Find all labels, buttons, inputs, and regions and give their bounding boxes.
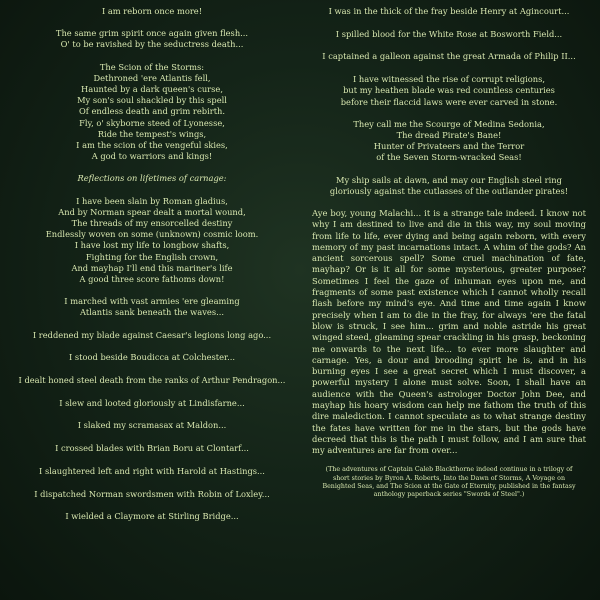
battle-line: I slew and looted gloriously at Lindisfarne... [59,397,245,408]
verse-line: before their flaccid laws were ever carved in stone. [340,96,558,107]
battle-line: I dispatched Norman swordsmen with Robin of Loxley... [34,488,270,499]
verse-line: I have been slain by Roman gladius, [76,195,228,206]
stanza [14,196,290,286]
section-heading: Reflections on lifetimes of carnage: [77,173,227,184]
verse-line: I marched with vast armies 'ere gleaming [64,296,240,307]
battle-line: I spilled blood for the White Rose at Bosworth Field... [335,28,563,39]
battle-line: I dealt honed steel death from the ranks of Arthur Pendragon... [18,375,286,386]
verse-line: Hunter of Privateers and the Terror [373,141,525,152]
right-column [300,6,586,600]
verse-line: Haunted by a dark queen's curse, [81,84,223,95]
verse-line: The Scion of the Storms: [99,61,205,72]
battle-line: I stood beside Boudicca at Colchester... [69,352,235,363]
right-verse-block [312,74,586,197]
stanza [14,28,290,50]
battle-line: I was in the thick of the fray beside Henry at Agincourt... [328,6,570,16]
verse-line: My son's soul shackled by this spell [77,95,227,106]
footnote: (The adventures of Captain Caleb Blackthorne indeed continue in a trilogy of short stories by Byron A. Roberts, Into the Dawn of Storms, A Voyage on Benighted Seas, and The Scion at the Gate of Eternity, published in the fantasy anthology paperback series "Swords of Steel".) [322,466,576,499]
verse-line: I have lost my life to longbow shafts, [74,240,230,251]
verse-line: Endlessly woven on some (unknown) cosmic loom. [45,229,259,240]
verse-line: Fly, o' skyborne steed of Lyonesse, [79,117,225,128]
verse-line: Of endless death and grim rebirth. [78,106,226,117]
battle-line: I reddened my blade against Caesar's legions long ago... [32,329,272,340]
left-verse-block [14,6,290,162]
verse-line: I am reborn once more! [101,6,203,16]
verse-line: A god to warriors and kings! [91,151,213,162]
verse-line: The same grim spirit once again given flesh... [55,28,249,39]
left-battle-lines [14,330,290,523]
verse-line: of the Seven Storm-wracked Seas! [376,152,522,163]
battle-line: I slaughtered left and right with Harold at Hastings... [39,465,265,476]
battle-line: I wielded a Claymore at Stirling Bridge... [65,511,239,522]
verse-line: The threads of my ensorcelled destiny [71,218,233,229]
prose-paragraph: Aye boy, young Malachi... it is a strange tale indeed. I know not why I am destined to live and die in this way, my soul moving from life to life, ever dying and being again reborn, with every memory of my past incarnations intact. A whim of the gods? An ancient sorcerous spell? Some cruel machination of fate, mayhap? Or is it all for some mysterious, greater purpose? Sometimes I feel the gaze of inhuman eyes upon me, and fragments of some past existence which I cannot wholly recall flash before my mind's eye. And time and time again I know precisely when I am to die in the fray, for always 'ere the fatal blow is struck, I see him... grim and noble astride his great winged steed, gleaming spear crackling in his grasp, beckoning me onwards to the next life... to ever more slaughter and carnage. Yes, a dour and brooding spirit he is, and in his burning eyes I see a great secret which I must discover, a powerful mystery I alone must solve. Soon, I shall have an audience with the Queen's astrologer Doctor John Dee, and mayhap his hoary wisdom can help me fathom the truth of this dire malediction. I cannot speculate as to what strange destiny the fates have written for me in the stars, but the gods have decreed that this is the path I must follow, and I am sure that my adventures are far from over... [312,207,586,456]
verse-line: A good three score fathoms down! [79,274,225,285]
verse-line: Fighting for the English crown, [85,251,219,262]
stanza [14,296,290,318]
verse-line: gloriously against the cutlasses of the outlander pirates! [329,185,569,196]
stanza [312,74,586,108]
right-battle-lines [312,6,586,63]
stanza [312,119,586,164]
left-column [14,6,300,600]
battle-line: I crossed blades with Brian Boru at Clontarf... [55,443,249,454]
stanza [14,6,290,17]
verse-line: O' to be ravished by the seductress death... [60,39,244,50]
verse-line: Atlantis sank beneath the waves... [80,307,224,318]
verse-line: but my heathen blade was red countless centuries [343,85,555,96]
verse-line: They call me the Scourge of Medina Sedonia, [353,118,545,129]
battle-line: I slaked my scramasax at Maldon... [77,420,227,431]
verse-line: And by Norman spear dealt a mortal wound, [58,206,246,217]
verse-line: Ride the tempest's wings, [97,128,207,139]
verse-line: I am the scion of the vengeful skies, [76,140,228,151]
left-verse-block-2 [14,196,290,319]
verse-line: Dethroned 'ere Atlantis fell, [93,72,211,83]
stanza [14,62,290,163]
verse-line: My ship sails at dawn, and may our English steel ring [336,174,562,185]
verse-line: I have witnessed the rise of corrupt religions, [352,74,546,85]
verse-line: And mayhap I'll end this mariner's life [71,262,233,273]
battle-line: I captained a galleon against the great Armada of Philip II... [322,51,576,62]
stanza [312,175,586,197]
verse-line: The dread Pirate's Bane! [396,129,502,140]
